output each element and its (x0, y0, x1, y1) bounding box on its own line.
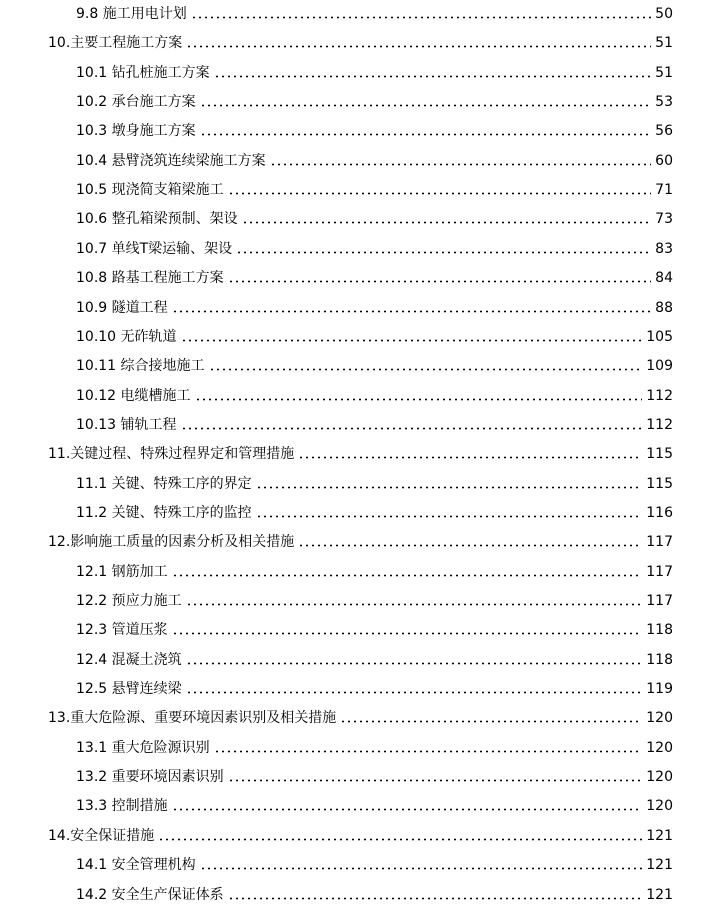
toc-dot-leader (172, 632, 643, 635)
toc-entry-title: 13.1 重大危险源识别 (76, 739, 210, 756)
toc-dot-leader (172, 808, 643, 811)
toc-dot-leader (186, 691, 643, 694)
toc-dot-leader (270, 163, 652, 166)
toc-dot-leader (340, 720, 642, 723)
toc-dot-leader (256, 515, 643, 518)
toc-entry-page-number: 120 (646, 710, 673, 727)
toc-entry-title: 12.4 混凝土浇筑 (76, 651, 182, 668)
toc-entry-page-number: 53 (655, 94, 673, 111)
toc-entry-page-number: 116 (646, 504, 673, 521)
toc-dot-leader (181, 339, 643, 342)
toc-entry[interactable] (48, 29, 673, 51)
toc-dot-leader (186, 603, 643, 606)
toc-entry[interactable] (76, 352, 673, 374)
toc-entry[interactable] (76, 470, 673, 492)
toc-dot-leader (181, 427, 643, 430)
toc-entry-title: 13.重大危险源、重要环境因素识别及相关措施 (48, 710, 337, 727)
toc-entry[interactable] (76, 88, 673, 110)
toc-dot-leader (228, 779, 643, 782)
toc-entry[interactable] (76, 176, 673, 198)
toc-entry-page-number: 121 (646, 827, 673, 844)
toc-entry-title: 12.1 钢筋加工 (76, 563, 168, 580)
toc-entry-title: 10.10 无砟轨道 (76, 328, 177, 345)
toc-dot-leader (298, 456, 642, 459)
toc-entry-title: 12.3 管道压浆 (76, 622, 168, 639)
toc-entry-page-number: 120 (646, 769, 673, 786)
toc-entry-page-number: 115 (646, 446, 673, 463)
toc-entry-page-number: 121 (646, 857, 673, 874)
toc-entry-page-number: 105 (646, 328, 673, 345)
toc-entry[interactable] (48, 440, 673, 462)
toc-dot-leader (236, 251, 651, 254)
toc-entry-page-number: 118 (646, 622, 673, 639)
toc-dot-leader (214, 750, 643, 753)
toc-entry-page-number: 50 (655, 6, 673, 22)
toc-entry-title: 12.2 预应力施工 (76, 593, 182, 609)
toc-entry[interactable] (76, 792, 673, 814)
toc-entry-title: 10.3 墩身施工方案 (76, 123, 196, 140)
toc-entry-page-number: 115 (646, 475, 673, 492)
toc-dot-leader (172, 574, 643, 577)
toc-dot-leader (298, 544, 642, 547)
toc-entry[interactable] (76, 147, 673, 169)
toc-dot-leader (158, 838, 642, 841)
toc-entry-page-number: 60 (655, 152, 673, 169)
toc-entry[interactable] (76, 117, 673, 139)
toc-entry-page-number: 83 (655, 240, 673, 257)
toc-dot-leader (186, 662, 643, 665)
toc-entry-title: 10.13 铺轨工程 (76, 416, 177, 433)
toc-entry-title: 10.7 单线T梁运输、架设 (76, 240, 233, 257)
toc-entry-title: 10.9 隧道工程 (76, 299, 168, 316)
toc-entry[interactable] (76, 616, 673, 638)
toc-entry[interactable] (76, 59, 673, 81)
toc-entry[interactable] (76, 851, 673, 873)
toc-entry-page-number: 112 (646, 416, 673, 433)
toc-entry[interactable] (76, 646, 673, 668)
toc-dot-leader (209, 368, 643, 371)
toc-entry[interactable] (76, 558, 673, 580)
toc-dot-leader (242, 221, 652, 224)
toc-entry-title: 10.8 路基工程施工方案 (76, 270, 224, 287)
toc-entry[interactable] (76, 675, 673, 697)
toc-entry-title: 14.2 安全生产保证体系 (76, 886, 224, 903)
toc-entry[interactable] (76, 382, 673, 404)
toc-dot-leader (228, 897, 643, 900)
toc-entry-title: 13.2 重要环境因素识别 (76, 769, 224, 786)
toc-entry-title: 11.1 关键、特殊工序的界定 (76, 475, 252, 492)
toc-dot-leader (228, 280, 652, 283)
toc-entry[interactable] (76, 0, 673, 22)
toc-entry[interactable] (76, 294, 673, 316)
toc-entry[interactable] (76, 205, 673, 227)
toc-entry-page-number: 117 (646, 534, 673, 551)
toc-entry-page-number: 71 (655, 182, 673, 199)
toc-entry-page-number: 73 (655, 211, 673, 228)
toc-entry[interactable] (76, 323, 673, 345)
toc-entry-page-number: 119 (646, 681, 673, 698)
toc-entry-title: 10.主要工程施工方案 (48, 35, 183, 52)
toc-entry-page-number: 51 (655, 64, 673, 81)
toc-entry[interactable] (76, 763, 673, 785)
toc-entry-title: 12.5 悬臂连续梁 (76, 681, 182, 698)
toc-entry-title: 12.影响施工质量的因素分析及相关措施 (48, 534, 295, 551)
toc-entry-title: 10.1 钻孔桩施工方案 (76, 64, 210, 81)
toc-dot-leader (191, 16, 651, 19)
toc-entry-page-number: 117 (646, 593, 673, 609)
toc-entry-page-number: 120 (646, 798, 673, 815)
toc-entry-title: 10.5 现浇简支箱梁施工 (76, 182, 224, 199)
toc-entry[interactable] (76, 499, 673, 521)
toc-entry-title: 14.安全保证措施 (48, 827, 155, 844)
toc-dot-leader (200, 133, 652, 136)
toc-entry-title: 10.11 综合接地施工 (76, 358, 205, 375)
toc-entry-page-number: 121 (646, 886, 673, 903)
toc-entry[interactable] (76, 734, 673, 756)
toc-entry-title: 11.2 关键、特殊工序的监控 (76, 504, 252, 521)
toc-entry-page-number: 112 (646, 387, 673, 404)
toc-entry-title: 10.4 悬臂浇筑连续梁施工方案 (76, 152, 266, 169)
toc-entry[interactable] (76, 881, 673, 903)
toc-entry-page-number: 118 (646, 651, 673, 668)
toc-entry[interactable] (48, 704, 673, 726)
toc-entry[interactable] (48, 528, 673, 550)
toc-dot-leader (256, 486, 643, 489)
toc-entry-title: 11.关键过程、特殊过程界定和管理措施 (48, 446, 295, 463)
toc-entry-title: 14.1 安全管理机构 (76, 857, 196, 874)
toc-dot-leader (200, 867, 643, 870)
toc-entry[interactable] (76, 235, 673, 257)
toc-entry-title: 10.12 电缆槽施工 (76, 387, 191, 404)
toc-entry-title: 10.2 承台施工方案 (76, 94, 196, 111)
toc-entry-page-number: 88 (655, 299, 673, 316)
toc-entry-title: 9.8 施工用电计划 (76, 6, 187, 22)
toc-dot-leader (200, 104, 652, 107)
toc-dot-leader (186, 45, 651, 48)
toc-entry[interactable] (76, 411, 673, 433)
toc-entry[interactable] (76, 264, 673, 286)
toc-entry-page-number: 56 (655, 123, 673, 140)
toc-dot-leader (228, 192, 652, 195)
toc-dot-leader (172, 310, 652, 313)
toc-entry[interactable] (76, 587, 673, 609)
toc-entry[interactable] (48, 822, 673, 844)
toc-entry-page-number: 120 (646, 739, 673, 756)
toc-entry-page-number: 84 (655, 270, 673, 287)
toc-entry-page-number: 109 (646, 358, 673, 375)
toc-entry-page-number: 117 (646, 563, 673, 580)
toc-entry-page-number: 51 (655, 35, 673, 52)
toc-entry-title: 10.6 整孔箱梁预制、架设 (76, 211, 238, 228)
toc-dot-leader (214, 75, 652, 78)
toc-dot-leader (195, 398, 643, 401)
toc-entry-title: 13.3 控制措施 (76, 798, 168, 815)
